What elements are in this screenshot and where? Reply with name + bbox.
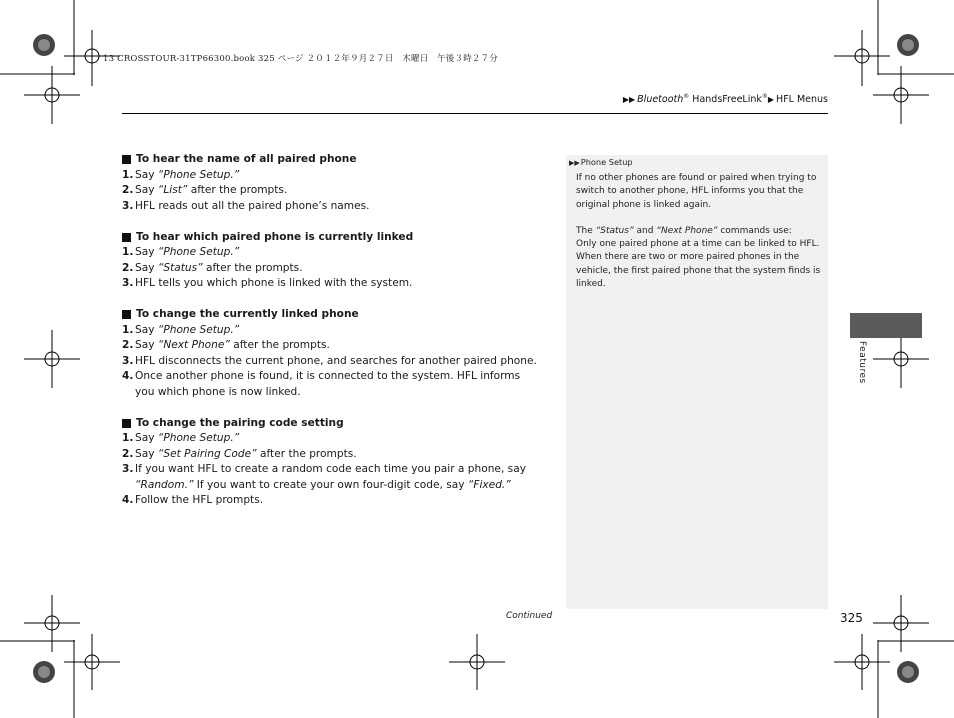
section-heading: To hear which paired phone is currently linked	[122, 230, 542, 246]
section-heading: To hear the name of all paired phone	[122, 152, 542, 168]
square-bullet-icon	[122, 419, 131, 428]
section-heading: To change the currently linked phone	[122, 307, 542, 323]
step: 2. Say “Status” after the prompts.	[122, 261, 303, 274]
breadcrumb-reg1: ®	[683, 93, 690, 100]
step: 2. Say “List” after the prompts.	[122, 184, 288, 196]
square-bullet-icon	[122, 233, 131, 242]
section-pairing-code	[122, 416, 542, 509]
sidebar-para-1: If no other phones are found or paired when trying to switch to another phone, HFL informs you that the original phone is linked again.	[576, 173, 817, 210]
section-heading: To change the pairing code setting	[122, 416, 542, 432]
breadcrumb-reg2: ®	[761, 93, 768, 100]
reference-arrow-icon: ▶▶	[569, 159, 580, 167]
breadcrumb-arrow2: ▶	[767, 95, 775, 105]
step: 3. If you want HFL to create a random code each time you pair a phone, say “Random.” If you want to create your own four-digit code, say “Fixed.”	[122, 463, 526, 491]
breadcrumb-hfl-menus: HFL Menus	[776, 94, 828, 106]
header-rule	[122, 113, 828, 114]
step: 2. Say “Set Pairing Code” after the prompts.	[122, 447, 357, 460]
section-change-linked	[122, 307, 542, 400]
chapter-tab	[850, 313, 922, 338]
breadcrumb-hfl: HandsFreeLink	[689, 94, 762, 106]
breadcrumb-arrows: ▶▶	[622, 95, 636, 105]
square-bullet-icon	[122, 155, 131, 164]
step: 4. Follow the HFL prompts.	[122, 494, 264, 506]
step: 1. Say “Phone Setup.”	[122, 168, 240, 181]
step: 1. Say “Phone Setup.”	[122, 323, 240, 336]
print-header: 13 CROSSTOUR-31TP66300.book 325 ページ ２０１２年９月２７日 木曜日 午後３時２７分	[103, 54, 498, 64]
main-content	[122, 152, 542, 524]
sidebar-title: ▶▶Phone Setup	[569, 157, 633, 167]
sidebar-note	[566, 155, 828, 609]
breadcrumb	[623, 93, 828, 105]
sidebar-para-2: The “Status” and “Next Phone” commands use: Only one paired phone at a time can be linked to HFL. When there are two or more paired phones in the vehicle, the first paired phone that the system finds is linked.	[576, 225, 821, 290]
section-paired-names	[122, 152, 542, 214]
step: 3. HFL reads out all the paired phone’s names.	[122, 199, 370, 212]
step: 1. Say “Phone Setup.”	[122, 246, 240, 258]
sidebar-body	[576, 172, 821, 304]
page-number: 325	[840, 611, 863, 625]
chapter-label: Features	[857, 341, 867, 384]
step: 4. Once another phone is found, it is connected to the system. HFL informs you which phone is now linked.	[122, 370, 521, 398]
breadcrumb-bluetooth: Bluetooth	[637, 94, 684, 106]
section-currently-linked	[122, 230, 542, 292]
continued-note: Continued	[506, 611, 553, 621]
step: 3. HFL tells you which phone is linked with the system.	[122, 277, 413, 289]
square-bullet-icon	[122, 310, 131, 319]
step: 2. Say “Next Phone” after the prompts.	[122, 339, 330, 351]
step: 3. HFL disconnects the current phone, and searches for another paired phone.	[122, 354, 537, 367]
step: 1. Say “Phone Setup.”	[122, 432, 240, 444]
